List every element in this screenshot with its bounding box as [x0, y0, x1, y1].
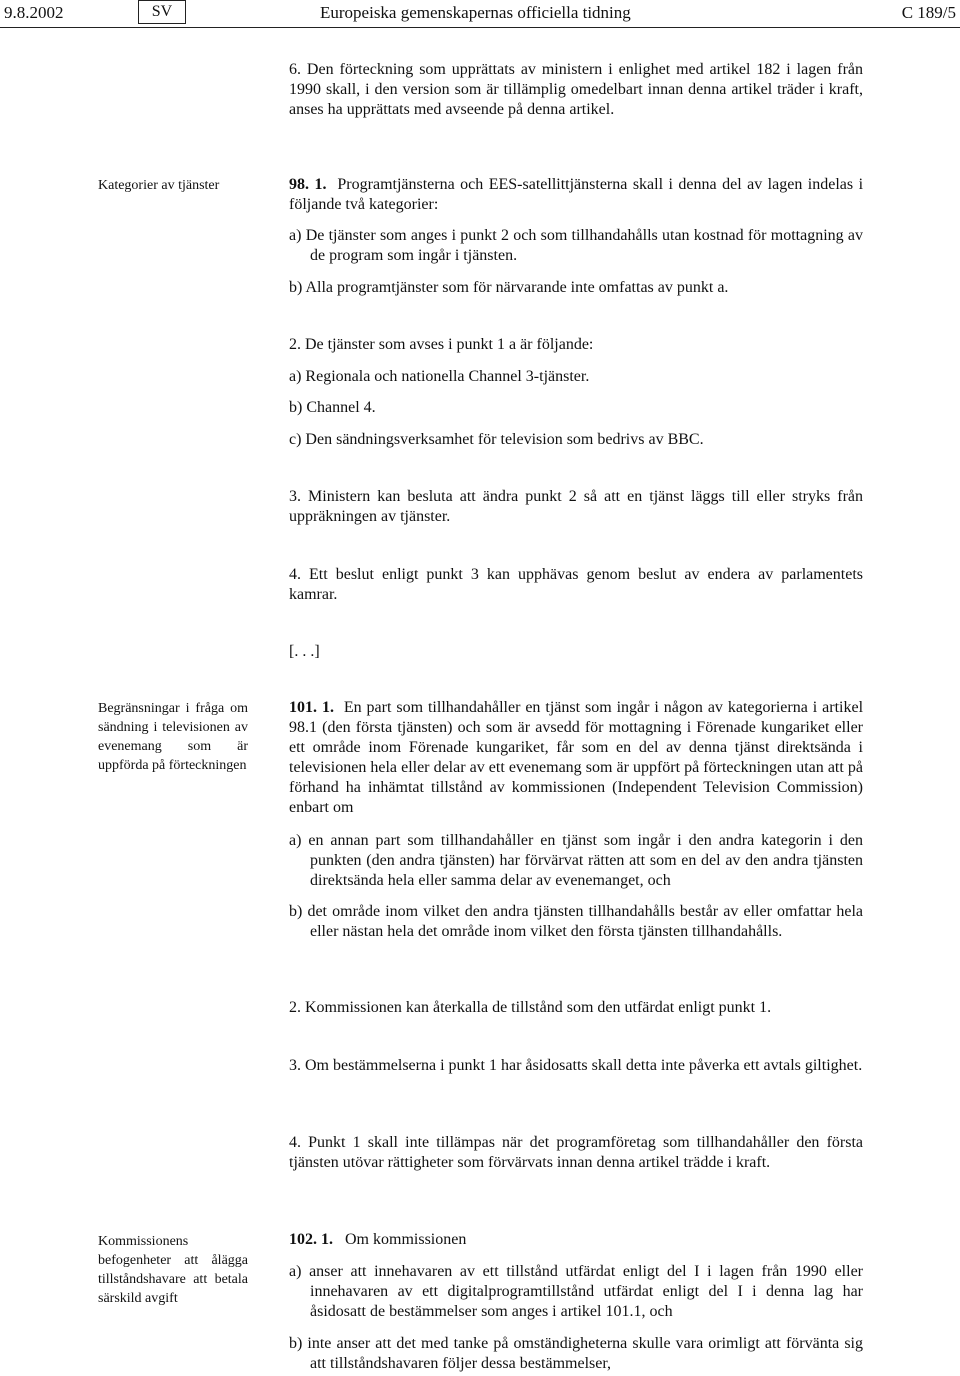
journal-title: Europeiska gemenskapernas officiella tidning [320, 3, 631, 22]
article-98-item-b: b) Alla programtjänster som för närvarande inte omfattas av punkt a. [289, 279, 729, 296]
paragraph-6: 6. Den förteckning som upprättats av ministern i enlighet med artikel 182 i lagen från 1990 skall, i den version som är tillämplig omedelbart innan denna artikel träder i kraft, anses ha upprättats med avseende på denna artikel. [289, 61, 863, 118]
page-header [0, 0, 960, 28]
article-98-item-a: a) De tjänster som anges i punkt 2 och som tillhandahålls utan kostnad för mottagning av de program som ingår i tjänsten. [289, 227, 863, 264]
article-102-paragraph-1 [289, 1230, 863, 1250]
article-98-2-item-c: c) Den sändningsverksamhet för television som bedrivs av BBC. [289, 431, 704, 448]
article-98-paragraph-2: 2. De tjänster som avses i punkt 1 a är följande: [289, 336, 594, 353]
article-102-item-a: a) anser att innehavaren av ett tillstånd utfärdat enligt del I i lagen från 1990 eller innehavaren av ett digitalprogramtillstånd utfärdat enligt del I i denna lag har åsidosatt de bestämmelser som anges i artikel 101.1, och [289, 1263, 863, 1320]
article-101-text: En part som tillhandahåller en tjänst som ingår i någon av kategorierna i artikel 98.1 (den första tjänsten) och som är avsedd för mottagning i Förenade kungariket eller ett område inom Förenade kungariket, får som en del av denna tjänst direktsända i televisionen hela eller delar av ett evenemang som är uppfört på förteckningen utan att på förhand ha inhämtat tillstånd av kommissionen (Independent Television Commission) enbart om [289, 699, 864, 816]
article-98-text: Programtjänsterna och EES-satellittjänsterna skall i denna del av lagen indelas i följande två kategorier: [289, 176, 864, 213]
margin-note-kategorier: Kategorier av tjänster [98, 178, 220, 193]
page-reference: C 189/5 [901, 3, 956, 22]
header-rule [0, 27, 960, 28]
article-98-paragraph-1 [289, 175, 863, 215]
article-101-paragraph-2: 2. Kommissionen kan återkalla de tillstånd som den utfärdat enligt punkt 1. [289, 999, 772, 1016]
header-date: 9.8.2002 [4, 3, 64, 22]
article-101-item-b: b) det område inom vilket den andra tjänsten tillhandahålls består av eller omfattar hela eller nästan hela det område inom vilket den första tjänsten tillhandahålls. [289, 903, 863, 940]
article-101-paragraph-1 [289, 698, 863, 818]
margin-note-kommissionens: Kommissionens befogenheter att ålägga tillståndshavare att betala särskild avgift [98, 1234, 248, 1306]
article-98-2-item-b: b) Channel 4. [289, 399, 376, 416]
article-98-2-item-a: a) Regionala och nationella Channel 3-tjänster. [289, 368, 590, 385]
article-101-paragraph-4: 4. Punkt 1 skall inte tillämpas när det programföretag som tillhandahåller den första tjänsten utövar rättigheter som förvärvats innan denna artikel trädde i kraft. [289, 1134, 863, 1171]
article-101-item-a: a) en annan part som tillhandahåller en tjänst som ingår i den andra kategorin i den punkten (den andra tjänsten) har förvärvat rätten att som en del av den andra tjänsten direktsända hela eller samma delar av evenemanget, och [289, 832, 863, 889]
article-102-item-b: b) inte anser att det med tanke på omständigheterna skulle vara orimligt att förvänta sig att tillståndshavaren följer dessa bestämmelser, [289, 1335, 863, 1372]
article-102-number: 102. 1. [289, 1231, 333, 1248]
ellipsis: [. . .] [289, 643, 320, 660]
language-badge: SV [138, 0, 186, 24]
margin-note-begransningar: Begränsningar i fråga om sändning i televisionen av evenemang som är uppförda på förteckningen [98, 701, 248, 773]
article-101-paragraph-3: 3. Om bestämmelserna i punkt 1 har åsidosatts skall detta inte påverka ett avtals giltighet. [289, 1057, 863, 1074]
article-98-paragraph-4: 4. Ett beslut enligt punkt 3 kan upphävas genom beslut av endera av parlamentets kamrar. [289, 566, 863, 603]
article-101-number: 101. 1. [289, 699, 334, 716]
article-98-number: 98. 1. [289, 176, 327, 193]
article-102-text: Om kommissionen [345, 1231, 467, 1248]
article-98-paragraph-3: 3. Ministern kan besluta att ändra punkt 2 så att en tjänst läggs till eller stryks från uppräkningen av tjänster. [289, 488, 863, 525]
